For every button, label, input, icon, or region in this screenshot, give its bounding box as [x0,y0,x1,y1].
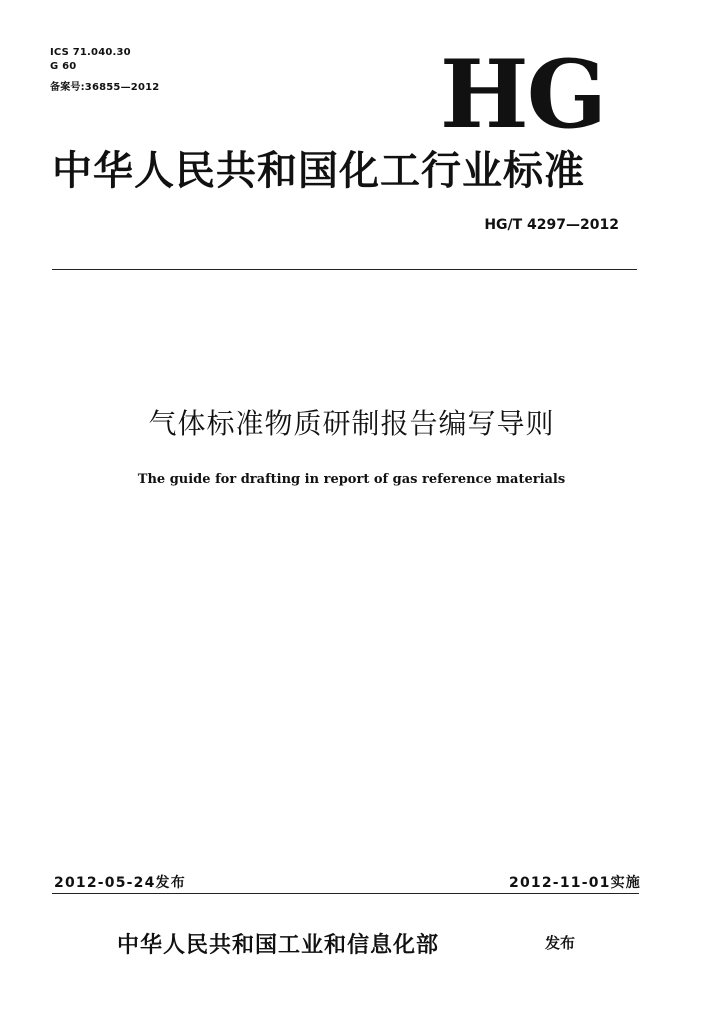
filing-number: 备案号:36855—2012 [50,82,160,93]
ccs-code: G 60 [50,61,77,72]
publisher-verb: 发布 [545,934,576,952]
document-title-chinese: 气体标准物质研制报告编写导则 [148,407,555,440]
document-title-english: The guide for drafting in report of gas reference materials [137,472,566,487]
ics-code: ICS 71.040.30 [50,47,131,58]
header-divider [52,269,637,270]
hg-logo: HG [439,40,605,150]
implementation-date: 2012-11-01实施 [509,875,641,891]
publisher-name: 中华人民共和国工业和信息化部 [117,933,440,958]
standard-code: HG/T 4297—2012 [484,217,619,233]
standard-type-heading: 中华人民共和国化工行业标准 [52,148,585,194]
issue-date: 2012-05-24发布 [54,875,186,891]
footer-divider [52,893,639,894]
